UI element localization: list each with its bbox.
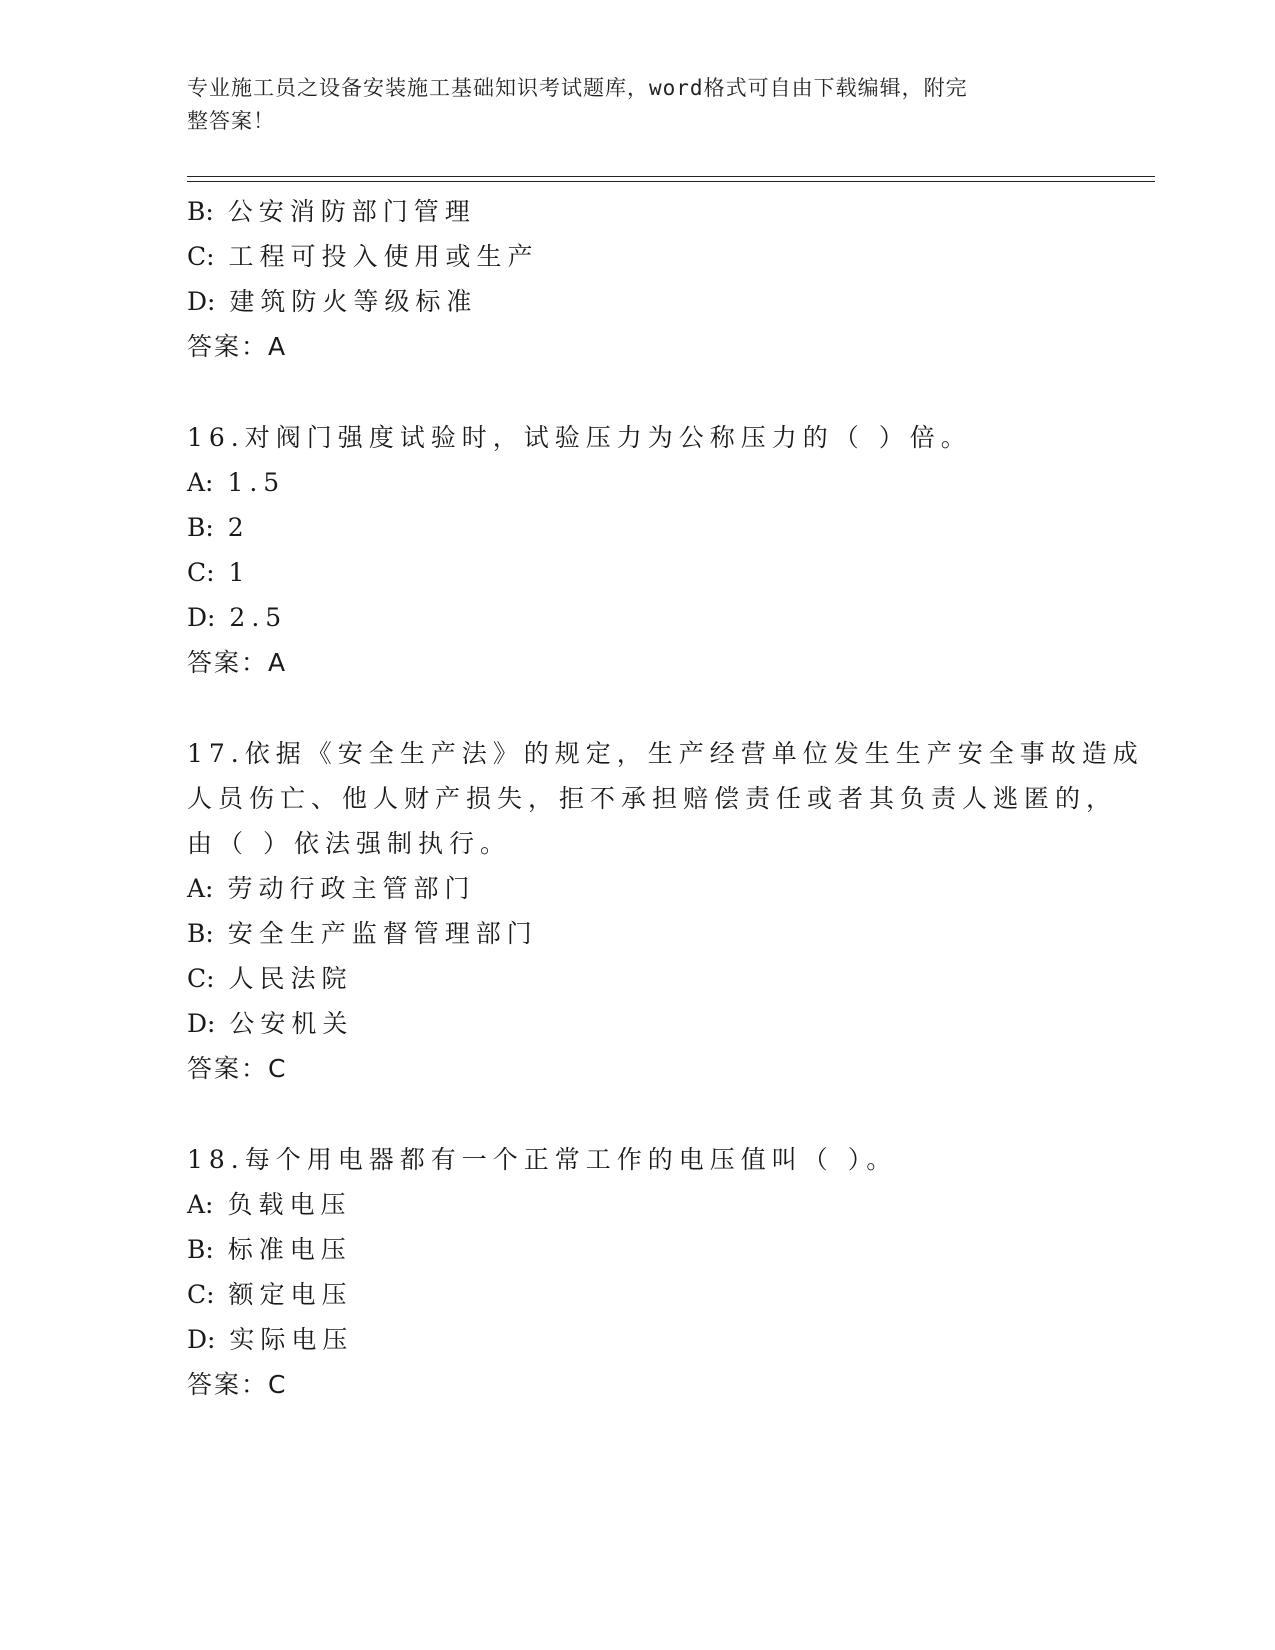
option-a: A: 劳动行政主管部门 [187, 874, 476, 903]
header-line-2: 整答案！ [187, 109, 275, 133]
question-text: 16.对阀门强度试验时，试验压力为公称压力的（ ）倍。 [187, 423, 972, 452]
option-b: B: 安全生产监督管理部门 [187, 919, 538, 948]
question-18 [187, 1137, 1087, 1407]
option-d: D: 公安机关 [187, 1009, 354, 1038]
option-d: D: 2.5 [187, 603, 288, 632]
question-17 [187, 731, 1144, 1091]
option-c: C: 人民法院 [187, 964, 353, 993]
question-15-tail [187, 189, 1087, 369]
option-c: C: 工程可投入使用或生产 [187, 242, 539, 271]
option-b: B: 公安消防部门管理 [187, 197, 476, 226]
question-text: 18.每个用电器都有一个正常工作的电压值叫（ ）。 [187, 1145, 898, 1174]
option-a: A: 负载电压 [187, 1190, 352, 1219]
question-text: 由（ ）依法强制执行。 [187, 829, 511, 858]
answer: 答案：A [187, 332, 288, 361]
question-list [187, 189, 1144, 1407]
answer: 答案：C [187, 1054, 288, 1083]
header-line-1: 专业施工员之设备安装施工基础知识考试题库，word格式可自由下载编辑，附完 [187, 76, 968, 100]
header-divider-bottom [187, 181, 1155, 182]
question-text: 17.依据《安全生产法》的规定，生产经营单位发生生产安全事故造成 [187, 739, 1144, 768]
question-16 [187, 415, 1087, 685]
header-divider-top [187, 176, 1155, 177]
option-c: C: 额定电压 [187, 1280, 353, 1309]
option-a: A: 1.5 [187, 468, 286, 497]
option-b: B: 2 [187, 513, 250, 542]
question-text: 人员伤亡、他人财产损失，拒不承担赔偿责任或者其负责人逃匿的， [187, 784, 1118, 813]
option-c: C: 1 [187, 558, 251, 587]
answer: 答案：C [187, 1370, 288, 1399]
option-d: D: 实际电压 [187, 1325, 354, 1354]
option-b: B: 标准电压 [187, 1235, 352, 1264]
option-d: D: 建筑防火等级标准 [187, 287, 478, 316]
document-header [187, 72, 1087, 138]
answer: 答案：A [187, 648, 288, 677]
